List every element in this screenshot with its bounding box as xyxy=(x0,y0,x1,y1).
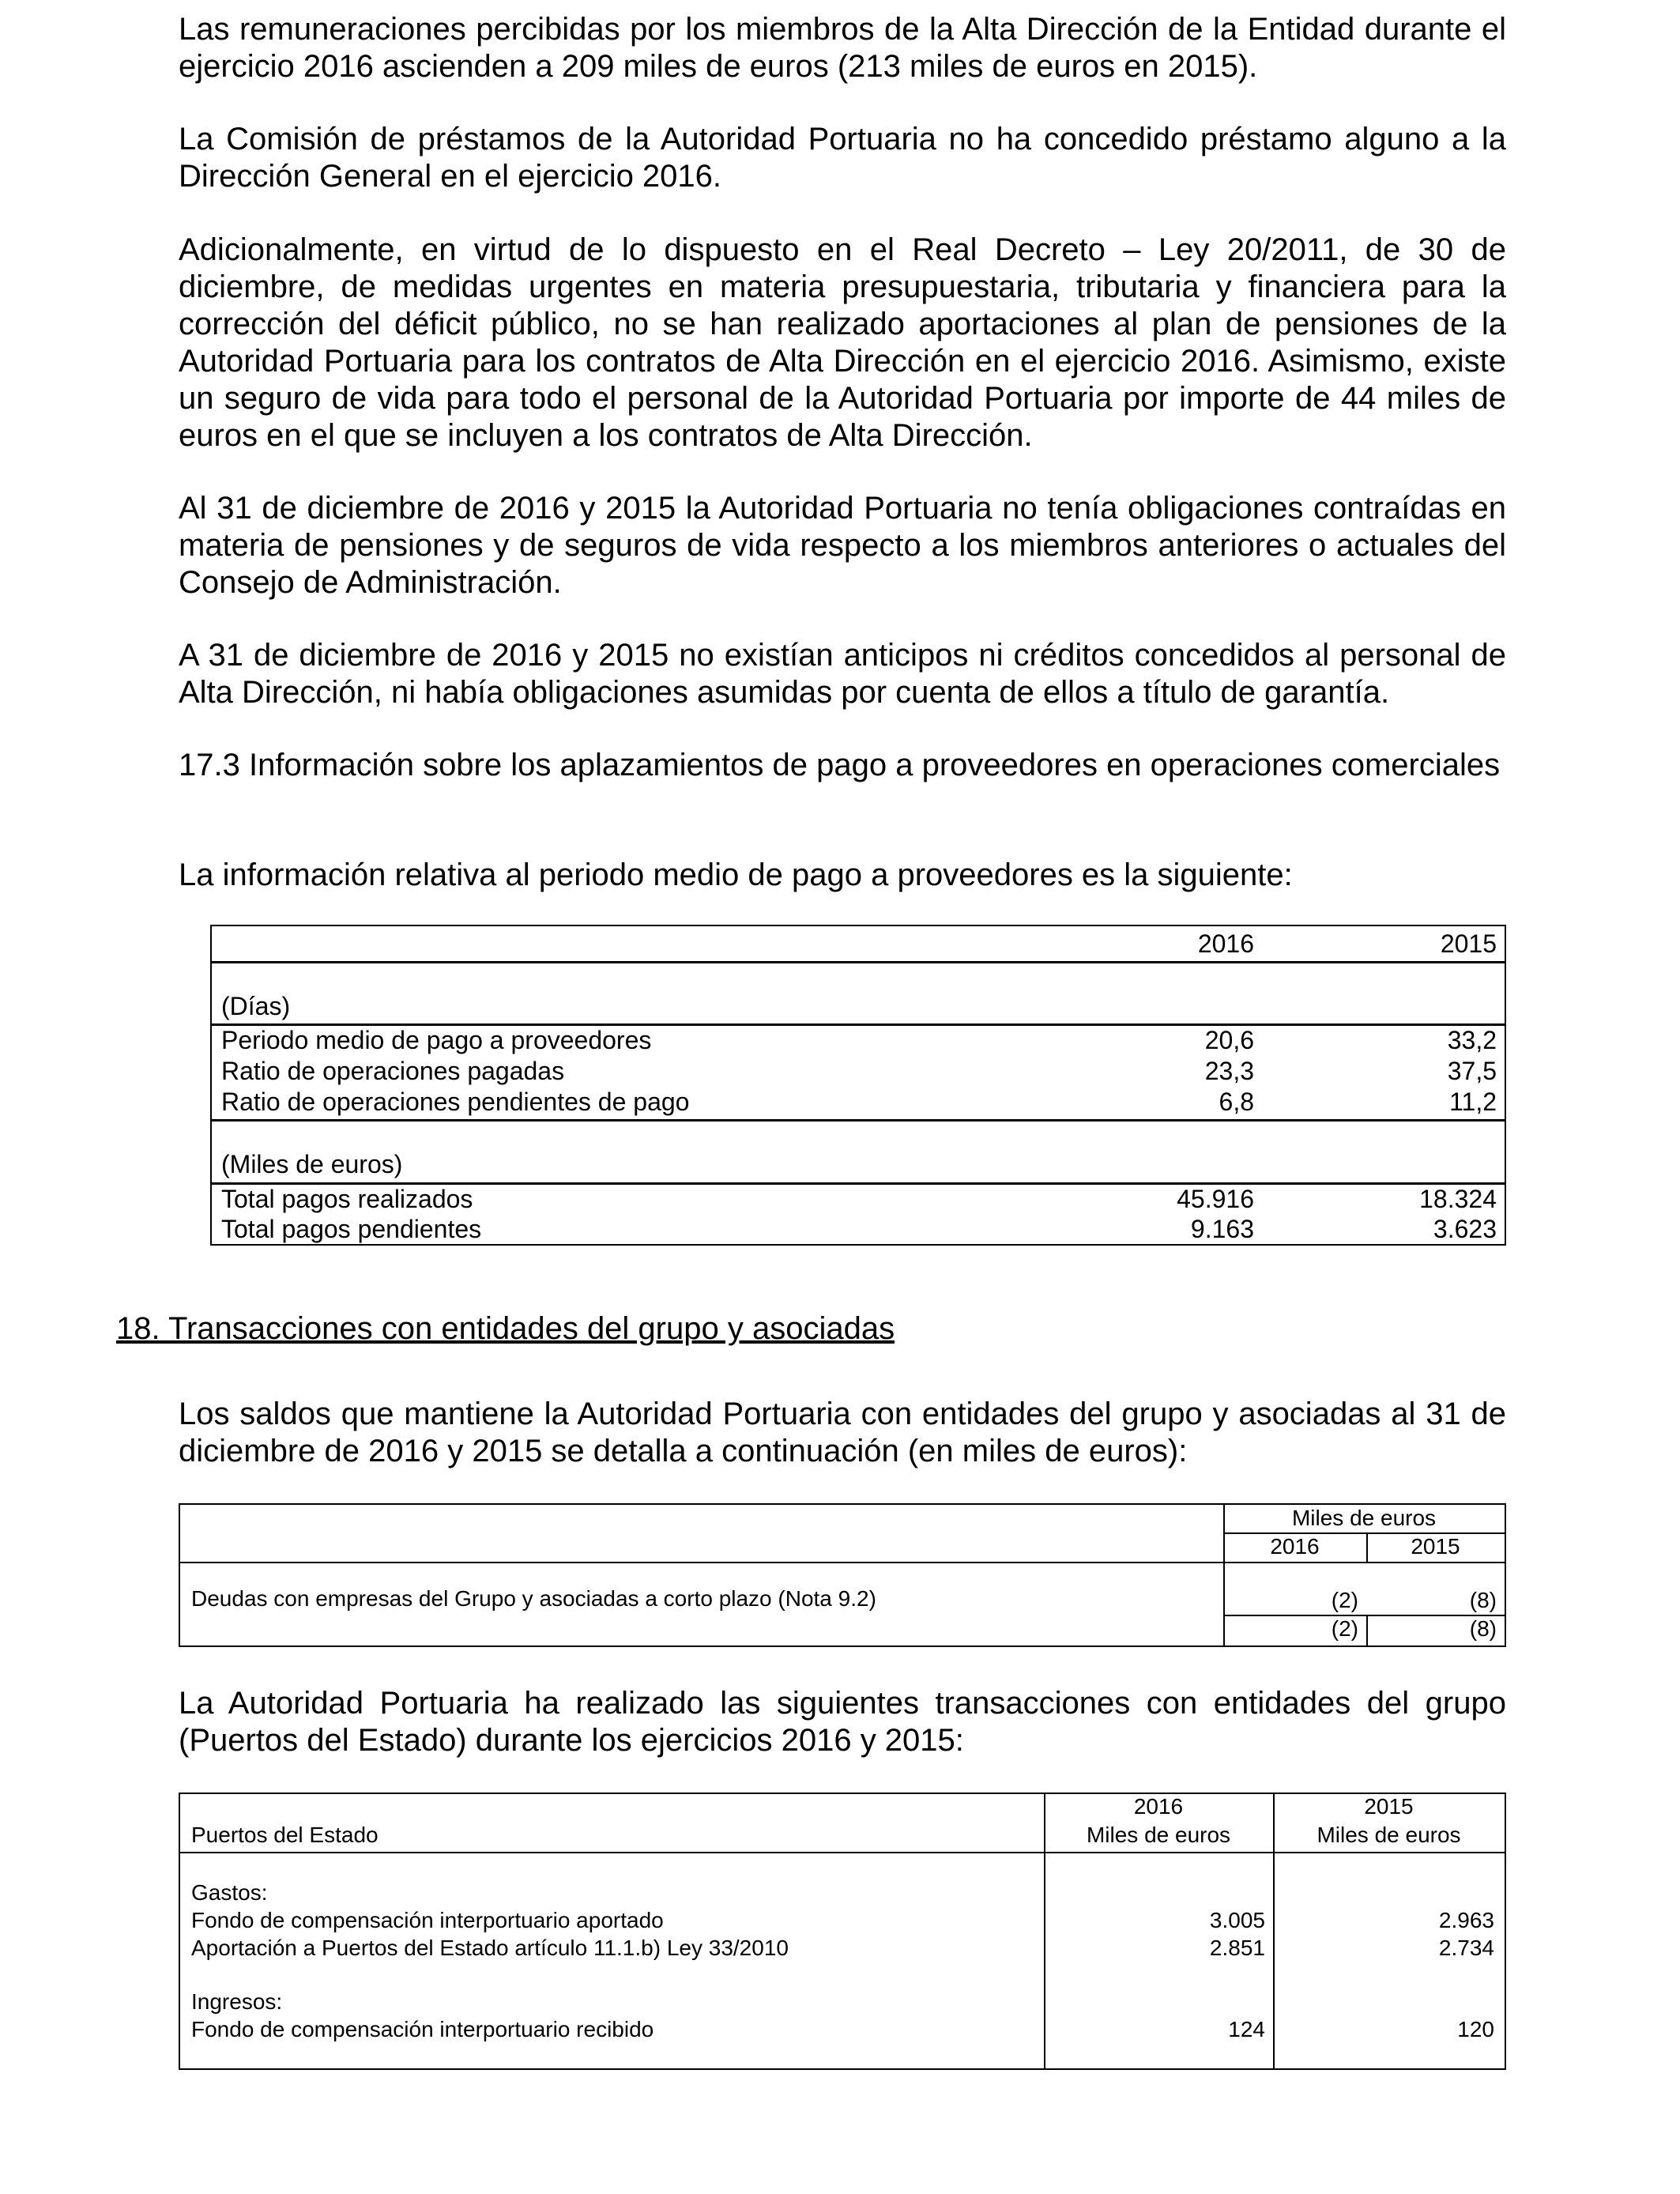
table-row xyxy=(212,1087,1505,1118)
column-header-2015: 2015 xyxy=(1440,929,1497,958)
column-group-header: Miles de euros xyxy=(1291,1506,1437,1530)
row-label: Total pagos pendientes xyxy=(221,1215,482,1243)
paragraph-comision-prestamos: La Comisión de préstamos de la Autoridad Portuaria no ha concedido préstamo alguno a la Dirección General en el ejercicio 2016. xyxy=(179,122,1506,194)
table-row xyxy=(212,1214,1505,1245)
paragraph-adicionalmente: Adicionalmente, en virtud de lo dispuesto en el Real Decreto – Ley 20/2011, de 30 de diciembre, de medidas urgentes en materia presupuestaria, tributaria y financiera para la corrección del déficit público, no se han realizado aportaciones al plan de pensiones de la Autoridad Portuaria para los contratos de Alta Dirección en el ejercicio 2016. Asimismo, existe un seguro de vida para todo el personal de la Autoridad Portuaria por importe de 44 miles de euros en el que se incluyen a los contratos de Alta Dirección. xyxy=(179,232,1506,453)
column-header-2016: 2016 xyxy=(1197,929,1254,958)
value-2016: 6,8 xyxy=(1219,1088,1254,1116)
gastos-label: Gastos: xyxy=(191,1880,268,1905)
value-2015: 120 xyxy=(1457,2017,1494,2041)
row-label: Periodo medio de pago a proveedores xyxy=(221,1026,652,1054)
value-2016: 23,3 xyxy=(1204,1057,1254,1085)
table-row xyxy=(212,1025,1505,1056)
row-label: Ratio de operaciones pagadas xyxy=(221,1057,565,1085)
row-label: Total pagos realizados xyxy=(221,1185,473,1213)
column-header-2015-unit: Miles de euros xyxy=(1317,1823,1461,1847)
header-label: Puertos del Estado xyxy=(191,1823,379,1847)
ingresos-label: Ingresos: xyxy=(191,1989,283,2014)
row-label: Ratio de operaciones pendientes de pago xyxy=(221,1088,690,1116)
row-separator xyxy=(212,1119,1505,1122)
total-2016: (2) xyxy=(1331,1616,1358,1641)
value-2015: 37,5 xyxy=(1447,1057,1497,1085)
value-2016: (2) xyxy=(1331,1588,1358,1612)
paragraph-transacciones: La Autoridad Portuaria ha realizado las siguientes transacciones con entidades del grupo (Puertos del Estado) durante los ejercicios 2016 y 2015: xyxy=(179,1686,1506,1758)
column-header-2015-year: 2015 xyxy=(1364,1794,1414,1819)
section-18-heading: 18. Transacciones con entidades del grupo y asociadas xyxy=(116,1311,895,1346)
table-row xyxy=(212,1056,1505,1087)
paragraph-obligaciones-pensiones: Al 31 de diciembre de 2016 y 2015 la Autoridad Portuaria no tenía obligaciones contraídas en materia de pensiones y de seguros de vida respecto a los miembros anteriores o actuales del Consejo de Administración. xyxy=(179,491,1506,600)
value-2015: 11,2 xyxy=(1449,1088,1497,1116)
paragraph-saldos: Los saldos que mantiene la Autoridad Portuaria con entidades del grupo y asociadas al 31 de diciembre de 2016 y 2015 se detalla a continuación (en miles de euros): xyxy=(179,1397,1506,1468)
value-2015: 2.734 xyxy=(1438,1936,1494,1960)
paragraph-remuneraciones: Las remuneraciones percibidas por los miembros de la Alta Dirección de la Entidad durante el ejercicio 2016 ascienden a 209 miles de euros (213 miles de euros en 2015). xyxy=(179,12,1506,84)
column-header-2015: 2015 xyxy=(1411,1534,1460,1559)
row-separator xyxy=(180,1562,1505,1563)
header-separator xyxy=(180,1852,1505,1853)
column-header-2016-unit: Miles de euros xyxy=(1086,1823,1231,1847)
table-row xyxy=(212,1184,1505,1215)
value-2016: 9.163 xyxy=(1190,1215,1254,1243)
section-17-3-title: 17.3 Información sobre los aplazamientos de pago a proveedores en operaciones comerciales xyxy=(179,748,1501,782)
value-2015: 33,2 xyxy=(1447,1026,1497,1054)
payment-period-table xyxy=(210,925,1506,1246)
value-2015: 18.324 xyxy=(1419,1185,1497,1213)
paragraph-anticipos: A 31 de diciembre de 2016 y 2015 no existían anticipos ni créditos concedidos al personal de Alta Dirección, ni había obligaciones asumidas por cuenta de ellos a título de garantía. xyxy=(179,638,1506,710)
column-header-2016: 2016 xyxy=(1270,1534,1320,1559)
value-2016: 3.005 xyxy=(1209,1908,1265,1932)
value-2016: 20,6 xyxy=(1204,1026,1254,1054)
section-label-dias: (Días) xyxy=(221,992,291,1020)
total-2015: (8) xyxy=(1469,1616,1497,1641)
row-label: Fondo de compensación interportuario recibido xyxy=(191,2017,654,2041)
value-2016: 2.851 xyxy=(1209,1936,1265,1960)
group-balances-table xyxy=(179,1503,1506,1647)
paragraph-periodo-medio-intro: La información relativa al periodo medio de pago a proveedores es la siguiente: xyxy=(179,858,1293,892)
table-header xyxy=(212,926,1505,963)
value-2015: 3.623 xyxy=(1433,1215,1497,1243)
value-2015: (8) xyxy=(1469,1588,1497,1612)
row-label: Aportación a Puertos del Estado artículo 11.1.b) Ley 33/2010 xyxy=(191,1936,789,1960)
row-label: Fondo de compensación interportuario aportado xyxy=(191,1908,664,1932)
transactions-table xyxy=(179,1793,1506,2070)
value-2016: 45.916 xyxy=(1177,1185,1254,1213)
row-label: Deudas con empresas del Grupo y asociadas a corto plazo (Nota 9.2) xyxy=(191,1586,876,1611)
section-label-miles-euros: (Miles de euros) xyxy=(221,1150,403,1178)
value-2015: 2.963 xyxy=(1438,1908,1494,1932)
column-header-2016-year: 2016 xyxy=(1133,1794,1184,1819)
value-2016: 124 xyxy=(1228,2017,1265,2041)
